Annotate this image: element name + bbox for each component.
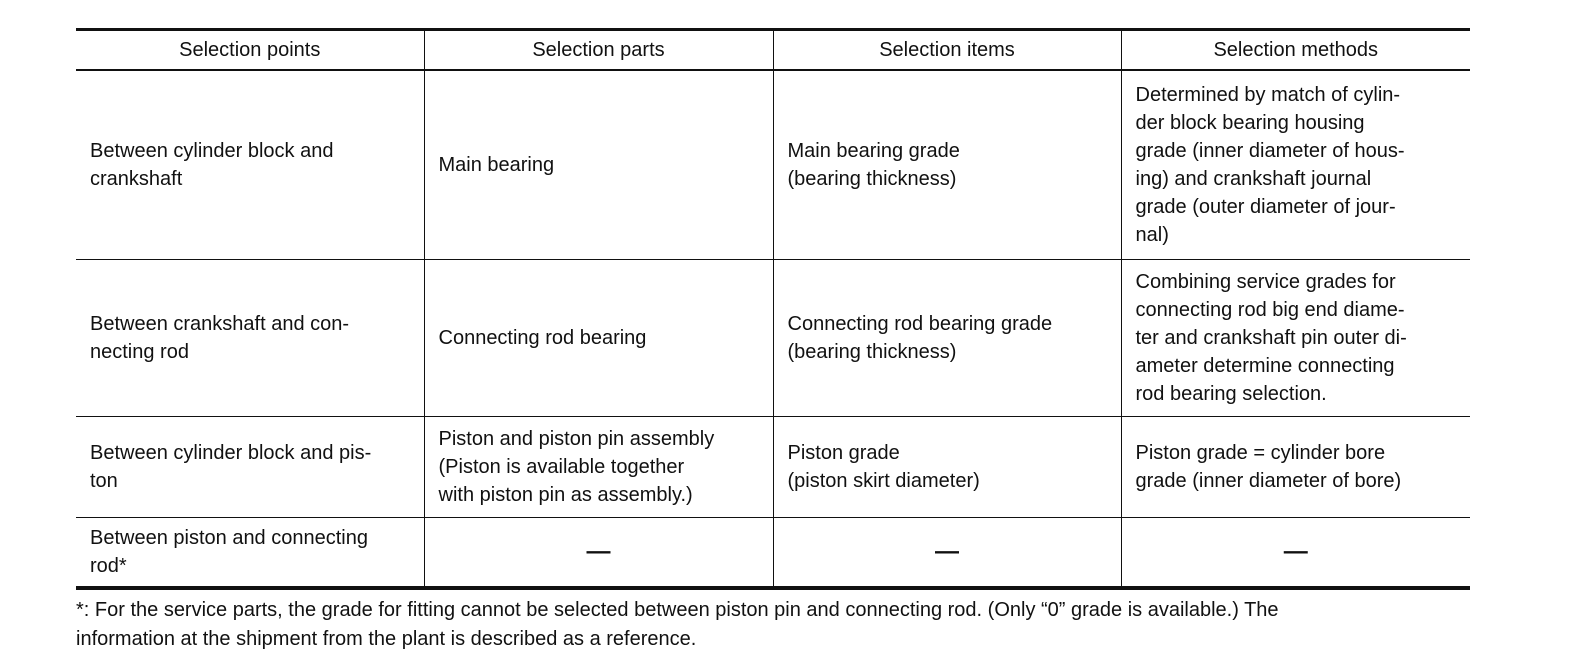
cell-selection-part bbox=[424, 518, 773, 589]
cell-selection-item: Main bearing grade (bearing thickness) bbox=[773, 70, 1121, 260]
header-row bbox=[76, 30, 1470, 71]
cell-selection-item bbox=[773, 518, 1121, 589]
table-row bbox=[76, 70, 1470, 260]
cell-selection-method: Determined by match of cylin- der block bearing housing grade (inner diameter of hous- ing) and crankshaft journal grade (outer diameter of jour- nal) bbox=[1121, 70, 1470, 260]
cell-selection-method: Combining service grades for connecting rod big end diame- ter and crankshaft pin outer di- ameter determine connecting rod bearing selection. bbox=[1121, 260, 1470, 417]
cell-selection-method bbox=[1121, 518, 1470, 589]
cell-selection-part: Connecting rod bearing bbox=[424, 260, 773, 417]
header-selection-points: Selection points bbox=[76, 30, 424, 71]
dash-mark: — bbox=[586, 537, 611, 565]
document-page bbox=[76, 28, 1470, 654]
cell-selection-point: Between cylinder block and pis- ton bbox=[76, 417, 424, 518]
table-row bbox=[76, 417, 1470, 518]
cell-selection-item: Piston grade (piston skirt diameter) bbox=[773, 417, 1121, 518]
header-selection-methods: Selection methods bbox=[1121, 30, 1470, 71]
footnote bbox=[76, 596, 1470, 654]
selection-table bbox=[76, 28, 1470, 590]
cell-selection-method: Piston grade = cylinder bore grade (inner diameter of bore) bbox=[1121, 417, 1470, 518]
table-row bbox=[76, 260, 1470, 417]
cell-selection-point: Between crankshaft and con- necting rod bbox=[76, 260, 424, 417]
header-selection-items: Selection items bbox=[773, 30, 1121, 71]
footnote-line: information at the shipment from the plant is described as a reference. bbox=[76, 628, 697, 650]
dash-mark: — bbox=[935, 537, 959, 565]
cell-selection-part: Main bearing bbox=[424, 70, 773, 260]
cell-selection-part: Piston and piston pin assembly (Piston is available together with piston pin as assembly.) bbox=[424, 417, 773, 518]
cell-selection-point: Between cylinder block and crankshaft bbox=[76, 70, 424, 260]
footnote-line: *: For the service parts, the grade for fitting cannot be selected between piston pin and connecting rod. (Only “0” grade is available.) The bbox=[76, 599, 1279, 621]
dash-mark: — bbox=[1283, 537, 1308, 565]
table-row bbox=[76, 518, 1470, 589]
header-selection-parts: Selection parts bbox=[424, 30, 773, 71]
cell-selection-point: Between piston and connecting rod* bbox=[76, 518, 424, 589]
cell-selection-item: Connecting rod bearing grade (bearing thickness) bbox=[773, 260, 1121, 417]
